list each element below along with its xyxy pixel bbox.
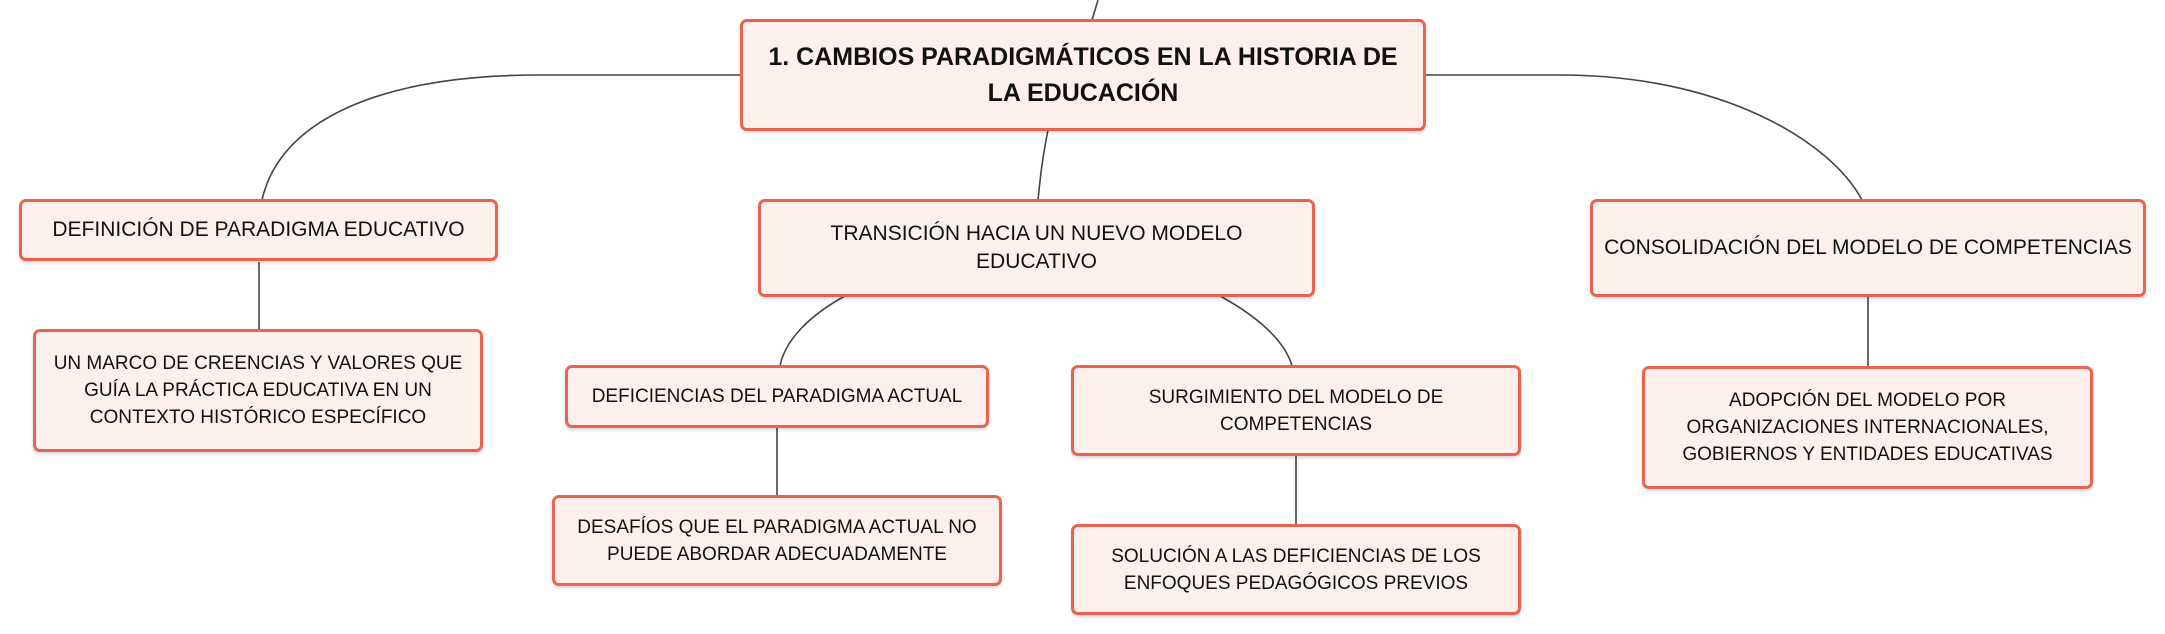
root-topic[interactable] [740, 19, 1426, 131]
topic-definicion-label: DEFINICIÓN DE PARADIGMA EDUCATIVO [52, 218, 465, 241]
topic-transicion[interactable] [758, 199, 1315, 297]
connector-root-definicion [262, 75, 741, 200]
connector-transicion-deficiencias [780, 296, 845, 366]
subtopic-deficiencias-detail[interactable] [552, 495, 1002, 586]
subtopic-deficiencias-label: DEFICIENCIAS DEL PARADIGMA ACTUAL [591, 386, 963, 407]
subtopic-definicion-detail[interactable] [33, 329, 483, 452]
topic-consolidacion-label: CONSOLIDACIÓN DEL MODELO DE COMPETENCIAS [1604, 236, 2132, 259]
subtopic-consolidacion-detail-label: ADOPCIÓN DEL MODELO POR ORGANIZACIONES INTERNACIONALES, GOBIERNOS Y ENTIDADES EDUCATIVAS [1682, 390, 2053, 465]
subtopic-consolidacion-detail[interactable] [1642, 366, 2093, 489]
subtopic-definicion-detail-label: UN MARCO DE CREENCIAS Y VALORES QUE GUÍA LA PRÁCTICA EDUCATIVA EN UN CONTEXTO HISTÓRICO ESPECÍFICO [53, 353, 463, 428]
connector-root-transicion [1038, 130, 1048, 200]
subtopic-surgimiento[interactable] [1071, 365, 1521, 456]
subtopic-deficiencias-detail-label: DESAFÍOS QUE EL PARADIGMA ACTUAL NO PUEDE ABORDAR ADECUADAMENTE [577, 516, 977, 565]
subtopic-surgimiento-detail-label: SOLUCIÓN A LAS DEFICIENCIAS DE LOS ENFOQUES PEDAGÓGICOS PREVIOS [1111, 545, 1481, 594]
root-topic-label: 1. CAMBIOS PARADIGMÁTICOS EN LA HISTORIA DE LA EDUCACIÓN [768, 43, 1398, 107]
connector-root-parent [1092, 0, 1098, 20]
connector-root-consolidacion [1425, 75, 1862, 200]
subtopic-surgimiento-detail[interactable] [1071, 524, 1521, 615]
topic-definicion[interactable] [19, 199, 498, 261]
topic-consolidacion[interactable] [1590, 199, 2146, 297]
connector-transicion-surgimiento [1220, 296, 1292, 366]
subtopic-surgimiento-label: SURGIMIENTO DEL MODELO DE COMPETENCIAS [1148, 386, 1444, 435]
topic-transicion-label: TRANSICIÓN HACIA UN NUEVO MODELO EDUCATIVO [830, 222, 1243, 273]
subtopic-deficiencias[interactable] [565, 365, 989, 428]
